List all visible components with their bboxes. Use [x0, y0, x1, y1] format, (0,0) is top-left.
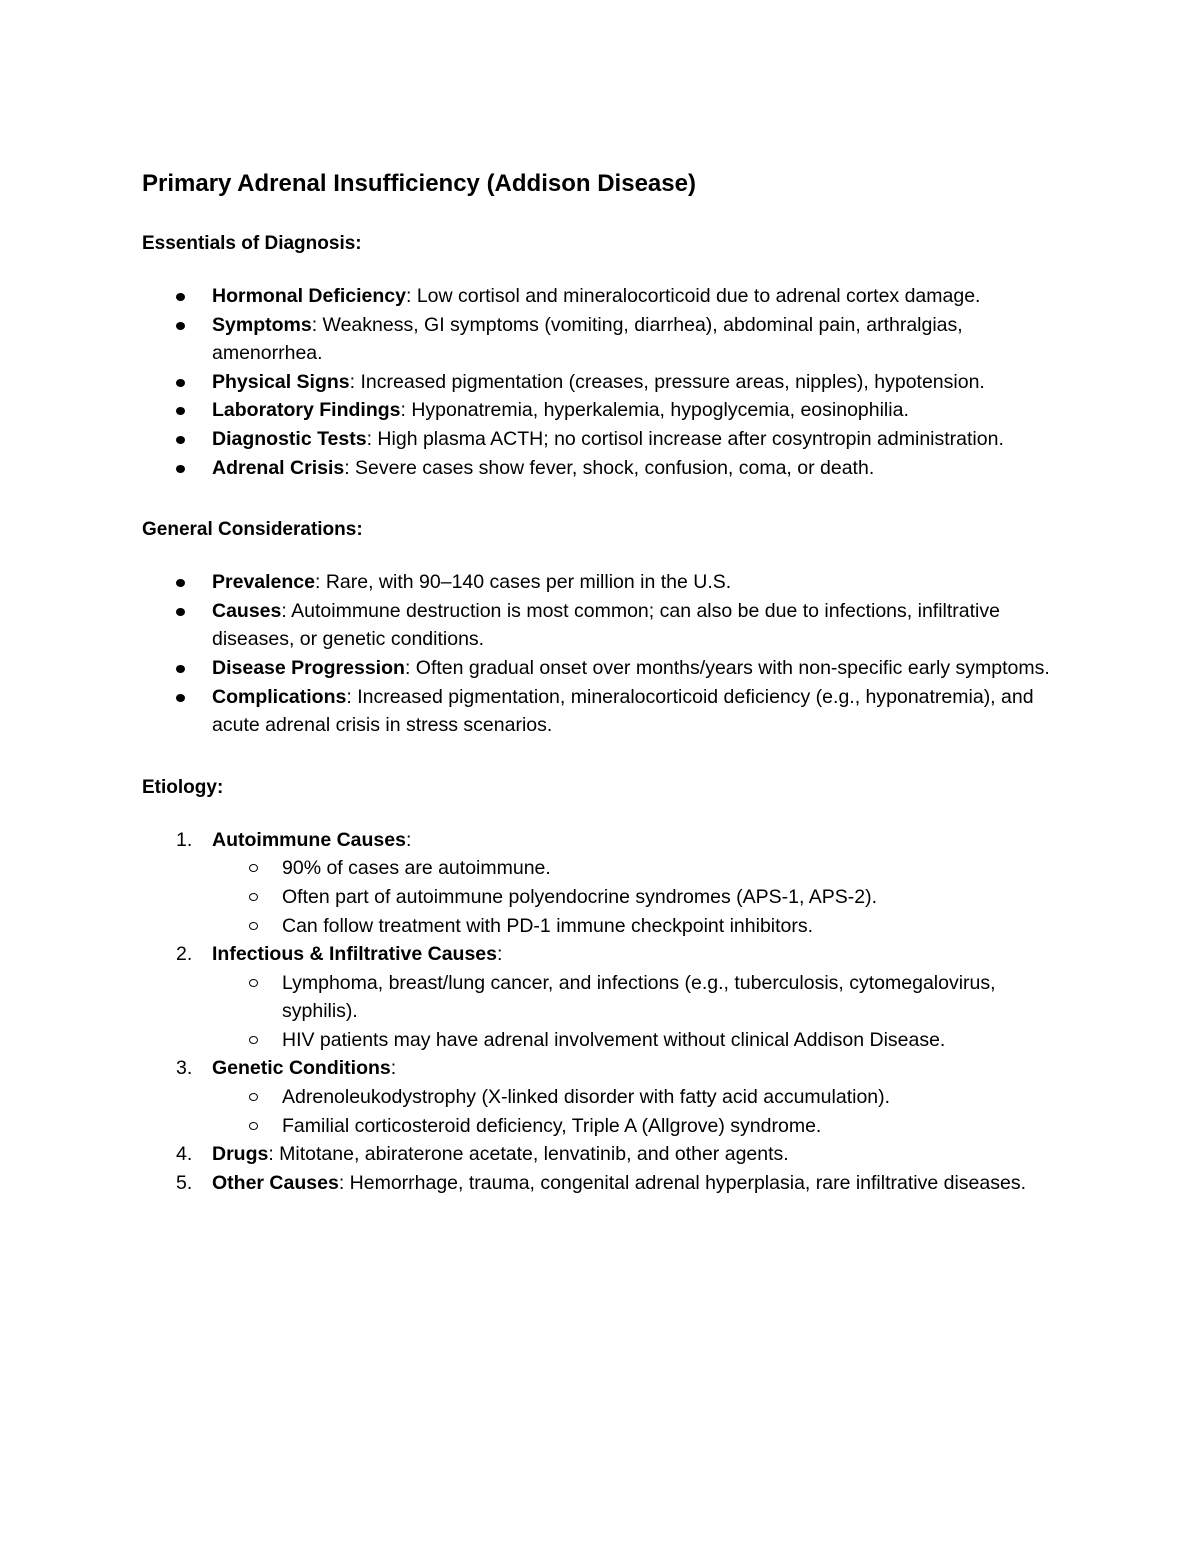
item-term: Causes [212, 599, 282, 622]
item-text: : [497, 943, 503, 966]
item-text: : Hemorrhage, trauma, congenital adrenal hyperplasia, rare infiltrative diseases. [338, 1171, 1026, 1194]
sub-list-item [212, 1083, 1062, 1112]
hollow-bullet-icon [249, 979, 258, 987]
hollow-bullet-icon [249, 864, 258, 872]
item-text: : Mitotane, abiraterone acetate, lenvatinib, and other agents. [268, 1143, 789, 1166]
item-term: Drugs [212, 1143, 269, 1166]
document-page [142, 168, 1062, 1197]
etiology-list [142, 826, 1062, 1198]
section-heading-etiology: Etiology: [142, 776, 224, 798]
hollow-bullet-icon [249, 893, 258, 901]
sub-list-item [212, 1112, 1062, 1141]
page-title: Primary Adrenal Insufficiency (Addison Disease) [142, 170, 696, 197]
list-item [142, 568, 1062, 597]
bullet-icon [176, 608, 185, 616]
section-heading-general: General Considerations: [142, 519, 363, 541]
item-text: : Often gradual onset over months/years with non-specific early symptoms. [404, 656, 1050, 679]
list-item [142, 311, 1062, 368]
list-number: 1. [176, 828, 193, 851]
item-text: : Low cortisol and mineralocorticoid due to adrenal cortex damage. [405, 285, 981, 307]
item-text: : Weakness, GI symptoms (vomiting, diarrhea), abdominal pain, arthralgias, amenorrhea. [212, 313, 963, 365]
item-text: : [390, 1057, 397, 1080]
item-text: : Autoimmune destruction is most common; can also be due to infections, infiltrative diseases, or genetic conditions. [212, 599, 1000, 651]
sub-item-text: Lymphoma, breast/lung cancer, and infections (e.g., tuberculosis, cytomegalovirus, syphilis). [282, 971, 996, 1023]
list-item [142, 940, 1062, 1054]
sub-list-item [212, 969, 1062, 1026]
list-item [142, 1169, 1062, 1198]
list-item [142, 683, 1062, 740]
sub-item-text: 90% of cases are autoimmune. [282, 857, 551, 880]
sub-item-text: HIV patients may have adrenal involvement without clinical Addison Disease. [282, 1028, 946, 1051]
list-item [142, 425, 1062, 454]
list-item [142, 1054, 1062, 1140]
sub-list-item [212, 912, 1062, 941]
item-term: Hormonal Deficiency [212, 285, 406, 307]
list-number: 4. [176, 1143, 193, 1166]
sub-list-item [212, 854, 1062, 883]
list-item [142, 826, 1062, 940]
list-item [142, 282, 1062, 311]
list-number: 2. [176, 943, 193, 966]
item-text: : Increased pigmentation (creases, pressure areas, nipples), hypotension. [349, 370, 985, 393]
item-text: : High plasma ACTH; no cortisol increase after cosyntropin administration. [366, 427, 1004, 450]
bullet-icon [176, 465, 185, 473]
sub-list [212, 854, 1062, 940]
hollow-bullet-icon [249, 922, 258, 930]
bullet-icon [176, 694, 185, 702]
sub-item-text: Familial corticosteroid deficiency, Triple A (Allgrove) syndrome. [282, 1114, 822, 1137]
bullet-icon [176, 293, 185, 301]
list-number: 5. [176, 1171, 193, 1194]
hollow-bullet-icon [249, 1093, 258, 1101]
item-term: Infectious & Infiltrative Causes [212, 943, 497, 966]
item-text: : Rare, with 90–140 cases per million in the U.S. [315, 571, 732, 594]
section-heading-essentials: Essentials of Diagnosis: [142, 233, 362, 254]
general-list [142, 568, 1062, 740]
list-item [142, 654, 1062, 683]
item-term: Physical Signs [212, 370, 350, 393]
list-item [142, 368, 1062, 397]
bullet-icon [176, 665, 185, 673]
bullet-icon [176, 379, 185, 387]
sub-item-text: Can follow treatment with PD-1 immune checkpoint inhibitors. [282, 914, 814, 937]
item-term: Complications [212, 685, 347, 708]
bullet-icon [176, 407, 185, 415]
item-term: Other Causes [212, 1171, 339, 1194]
list-item [142, 1140, 1062, 1169]
item-term: Autoimmune Causes [212, 828, 406, 851]
item-term: Symptoms [212, 313, 312, 336]
item-text: : [405, 828, 412, 851]
item-term: Disease Progression [212, 656, 405, 679]
item-term: Adrenal Crisis [212, 456, 345, 479]
essentials-list [142, 282, 1062, 482]
sub-list [212, 1083, 1062, 1140]
sub-item-text: Adrenoleukodystrophy (X-linked disorder with fatty acid accumulation). [282, 1086, 891, 1109]
list-item [142, 597, 1062, 654]
sub-list [212, 969, 1062, 1055]
item-text: : Increased pigmentation, mineralocorticoid deficiency (e.g., hyponatremia), and acute adrenal crisis in stress scenarios. [212, 685, 1034, 737]
hollow-bullet-icon [249, 1036, 258, 1044]
hollow-bullet-icon [249, 1122, 258, 1130]
sub-item-text: Often part of autoimmune polyendocrine syndromes (APS-1, APS-2). [282, 885, 878, 908]
item-term: Laboratory Findings [212, 399, 401, 422]
bullet-icon [176, 579, 185, 587]
sub-list-item [212, 1026, 1062, 1055]
item-text: : Severe cases show fever, shock, confusion, coma, or death. [344, 456, 875, 479]
item-text: : Hyponatremia, hyperkalemia, hypoglycemia, eosinophilia. [400, 399, 909, 422]
bullet-icon [176, 436, 185, 444]
bullet-icon [176, 322, 185, 330]
list-number: 3. [176, 1057, 193, 1080]
list-item [142, 396, 1062, 425]
item-term: Genetic Conditions [212, 1057, 391, 1080]
item-term: Diagnostic Tests [212, 427, 367, 450]
item-term: Prevalence [212, 571, 315, 594]
sub-list-item [212, 883, 1062, 912]
list-item [142, 454, 1062, 483]
